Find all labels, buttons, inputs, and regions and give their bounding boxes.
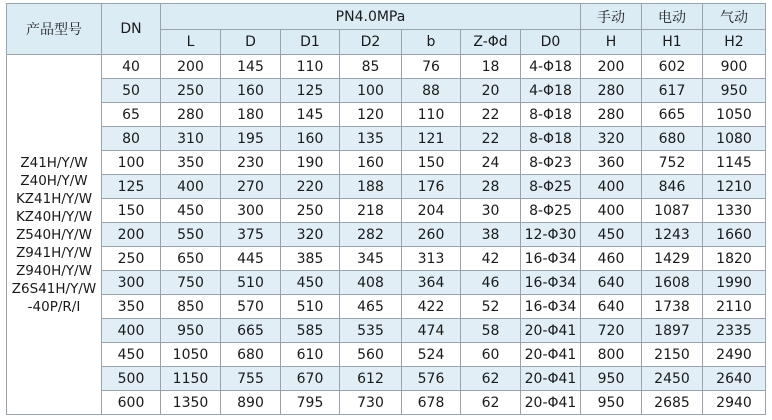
table-cell: 230 [221,151,281,175]
sub-header-cell: L [161,30,221,55]
table-cell: 1820 [703,247,766,271]
sub-header-cell: H2 [703,30,766,55]
table-cell: 46 [461,271,521,295]
dn-cell: 250 [102,247,161,271]
table-cell: 200 [161,55,221,79]
table-row [7,271,766,295]
table-cell: 1243 [642,223,703,247]
table-cell: 125 [281,79,340,103]
table-cell: 220 [281,175,340,199]
table-cell: 617 [642,79,703,103]
table-cell: 12-Φ30 [521,223,581,247]
table-cell: 2940 [703,391,766,415]
table-body [7,55,766,415]
table-cell: 42 [461,247,521,271]
table-cell: 450 [581,223,642,247]
table-cell: 720 [581,319,642,343]
table-row [7,199,766,223]
model-name: KZ41H/Y/W [15,190,93,207]
table-row [7,175,766,199]
dn-cell: 125 [102,175,161,199]
table-cell: 60 [461,343,521,367]
model-name: KZ40H/Y/W [15,208,93,225]
dn-cell: 150 [102,199,161,223]
table-cell: 602 [642,55,703,79]
table-cell: 1897 [642,319,703,343]
table-cell: 1990 [703,271,766,295]
table-cell: 195 [221,127,281,151]
table-cell: 450 [281,271,340,295]
sub-header-cell: D0 [521,30,581,55]
table-cell: 650 [161,247,221,271]
table-cell: 120 [340,103,402,127]
table-cell: 16-Φ34 [521,295,581,319]
table-cell: 100 [340,79,402,103]
table-cell: 85 [340,55,402,79]
table-cell: 422 [402,295,461,319]
table-cell: 280 [161,103,221,127]
table-cell: 2150 [642,343,703,367]
table-row [7,55,766,79]
table-cell: 752 [642,151,703,175]
table-cell: 188 [340,175,402,199]
table-cell: 445 [221,247,281,271]
table-cell: 4-Φ18 [521,79,581,103]
model-name: Z940H/Y/W [16,262,92,279]
table-cell: 678 [402,391,461,415]
table-cell: 145 [281,103,340,127]
table-cell: 1080 [703,127,766,151]
table-cell: 640 [581,295,642,319]
model-name: Z41H/Y/W [20,154,88,171]
table-cell: 110 [281,55,340,79]
table-cell: 38 [461,223,521,247]
table-cell: 20-Φ41 [521,367,581,391]
table-row [7,319,766,343]
sub-header-cell: Z-Φd [461,30,521,55]
table-cell: 176 [402,175,461,199]
table-row [7,79,766,103]
table-cell: 200 [581,55,642,79]
table-cell: 145 [221,55,281,79]
table-row [7,295,766,319]
table-cell: 400 [581,175,642,199]
table-row [7,151,766,175]
table-cell: 62 [461,391,521,415]
table-cell: 345 [340,247,402,271]
table-cell: 52 [461,295,521,319]
table-cell: 8-Φ25 [521,199,581,223]
table-cell: 300 [221,199,281,223]
table-cell: 524 [402,343,461,367]
table-cell: 950 [581,367,642,391]
table-cell: 385 [281,247,340,271]
table-cell: 30 [461,199,521,223]
model-name: Z6S41H/Y/W [11,280,97,297]
table-cell: 680 [221,343,281,367]
table-cell: 260 [402,223,461,247]
table-cell: 1738 [642,295,703,319]
table-row [7,127,766,151]
table-cell: 20-Φ41 [521,343,581,367]
dn-cell: 400 [102,319,161,343]
table-cell: 585 [281,319,340,343]
table-cell: 1429 [642,247,703,271]
dn-cell: 50 [102,79,161,103]
table-cell: 640 [581,271,642,295]
table-cell: 535 [340,319,402,343]
table-cell: 280 [581,79,642,103]
table-cell: 474 [402,319,461,343]
model-name: Z941H/Y/W [16,244,92,261]
header-dn: DN [102,4,161,55]
table-cell: 16-Φ34 [521,271,581,295]
table-cell: 22 [461,103,521,127]
header-model: 产品型号 [7,4,102,55]
table-cell: 2490 [703,343,766,367]
table-cell: 570 [221,295,281,319]
table-cell: 950 [703,79,766,103]
table-cell: 20 [461,79,521,103]
valve-spec-table [6,3,766,415]
table-row [7,103,766,127]
table-cell: 510 [221,271,281,295]
table-cell: 1050 [161,343,221,367]
table-cell: 2450 [642,367,703,391]
table-cell: 612 [340,367,402,391]
table-cell: 20-Φ41 [521,391,581,415]
dn-cell: 200 [102,223,161,247]
table-cell: 8-Φ18 [521,103,581,127]
table-cell: 950 [161,319,221,343]
table-cell: 1608 [642,271,703,295]
table-cell: 218 [340,199,402,223]
sub-header-cell: b [402,30,461,55]
table-cell: 16-Φ34 [521,247,581,271]
table-row [7,367,766,391]
table-cell: 8-Φ18 [521,127,581,151]
table-cell: 364 [402,271,461,295]
table-cell: 730 [340,391,402,415]
table-cell: 270 [221,175,281,199]
table-cell: 76 [402,55,461,79]
table-cell: 846 [642,175,703,199]
table-cell: 310 [161,127,221,151]
table-cell: 28 [461,175,521,199]
table-cell: 8-Φ25 [521,175,581,199]
table-row [7,223,766,247]
table-cell: 18 [461,55,521,79]
sub-header-cell: H [581,30,642,55]
table-cell: 1350 [161,391,221,415]
model-name: -40P/R/I [27,298,81,315]
table-cell: 190 [281,151,340,175]
table-cell: 58 [461,319,521,343]
table-cell: 755 [221,367,281,391]
table-cell: 680 [642,127,703,151]
table-cell: 110 [402,103,461,127]
table-cell: 121 [402,127,461,151]
table-cell: 375 [221,223,281,247]
table-cell: 1087 [642,199,703,223]
table-cell: 24 [461,151,521,175]
table-cell: 900 [703,55,766,79]
table-cell: 2335 [703,319,766,343]
table-cell: 150 [402,151,461,175]
dn-cell: 450 [102,343,161,367]
table-cell: 2640 [703,367,766,391]
dn-cell: 500 [102,367,161,391]
sub-header-cell: H1 [642,30,703,55]
model-list-cell [7,55,102,415]
table-cell: 450 [161,199,221,223]
header-electric: 电动 [642,4,703,30]
table-cell: 400 [581,199,642,223]
table-cell: 8-Φ23 [521,151,581,175]
table-cell: 280 [581,103,642,127]
table-cell: 465 [340,295,402,319]
table-cell: 890 [221,391,281,415]
table-cell: 204 [402,199,461,223]
table-row [7,391,766,415]
dn-cell: 350 [102,295,161,319]
table-cell: 180 [221,103,281,127]
spec-table-container [6,3,766,415]
dn-cell: 80 [102,127,161,151]
table-cell: 62 [461,367,521,391]
table-cell: 160 [281,127,340,151]
table-cell: 4-Φ18 [521,55,581,79]
table-cell: 250 [161,79,221,103]
table-cell: 950 [581,391,642,415]
table-cell: 750 [161,271,221,295]
table-cell: 320 [581,127,642,151]
header-pressure-rating: PN4.0MPa [161,4,581,30]
table-cell: 1050 [703,103,766,127]
table-cell: 1210 [703,175,766,199]
table-cell: 135 [340,127,402,151]
dn-cell: 300 [102,271,161,295]
table-cell: 576 [402,367,461,391]
sub-header-cell: D2 [340,30,402,55]
header-manual: 手动 [581,4,642,30]
table-cell: 360 [581,151,642,175]
table-cell: 1660 [703,223,766,247]
table-cell: 282 [340,223,402,247]
dn-cell: 40 [102,55,161,79]
table-cell: 1145 [703,151,766,175]
table-cell: 20-Φ41 [521,319,581,343]
table-cell: 88 [402,79,461,103]
table-cell: 313 [402,247,461,271]
table-cell: 1330 [703,199,766,223]
table-cell: 670 [281,367,340,391]
sub-header-cell: D1 [281,30,340,55]
table-cell: 250 [281,199,340,223]
table-cell: 350 [161,151,221,175]
table-cell: 408 [340,271,402,295]
table-cell: 800 [581,343,642,367]
table-row [7,343,766,367]
sub-header-cell: D [221,30,281,55]
table-cell: 550 [161,223,221,247]
table-cell: 665 [221,319,281,343]
table-cell: 560 [340,343,402,367]
table-cell: 320 [281,223,340,247]
table-cell: 2685 [642,391,703,415]
table-cell: 510 [281,295,340,319]
table-cell: 610 [281,343,340,367]
dn-cell: 100 [102,151,161,175]
model-name: Z40H/Y/W [20,172,88,189]
table-cell: 160 [340,151,402,175]
header-pneumatic: 气动 [703,4,766,30]
table-cell: 2110 [703,295,766,319]
table-cell: 850 [161,295,221,319]
table-cell: 665 [642,103,703,127]
dn-cell: 65 [102,103,161,127]
table-cell: 795 [281,391,340,415]
table-row [7,247,766,271]
table-cell: 160 [221,79,281,103]
model-name: Z540H/Y/W [16,226,92,243]
table-cell: 22 [461,127,521,151]
table-cell: 1150 [161,367,221,391]
table-cell: 460 [581,247,642,271]
table-cell: 400 [161,175,221,199]
dn-cell: 600 [102,391,161,415]
